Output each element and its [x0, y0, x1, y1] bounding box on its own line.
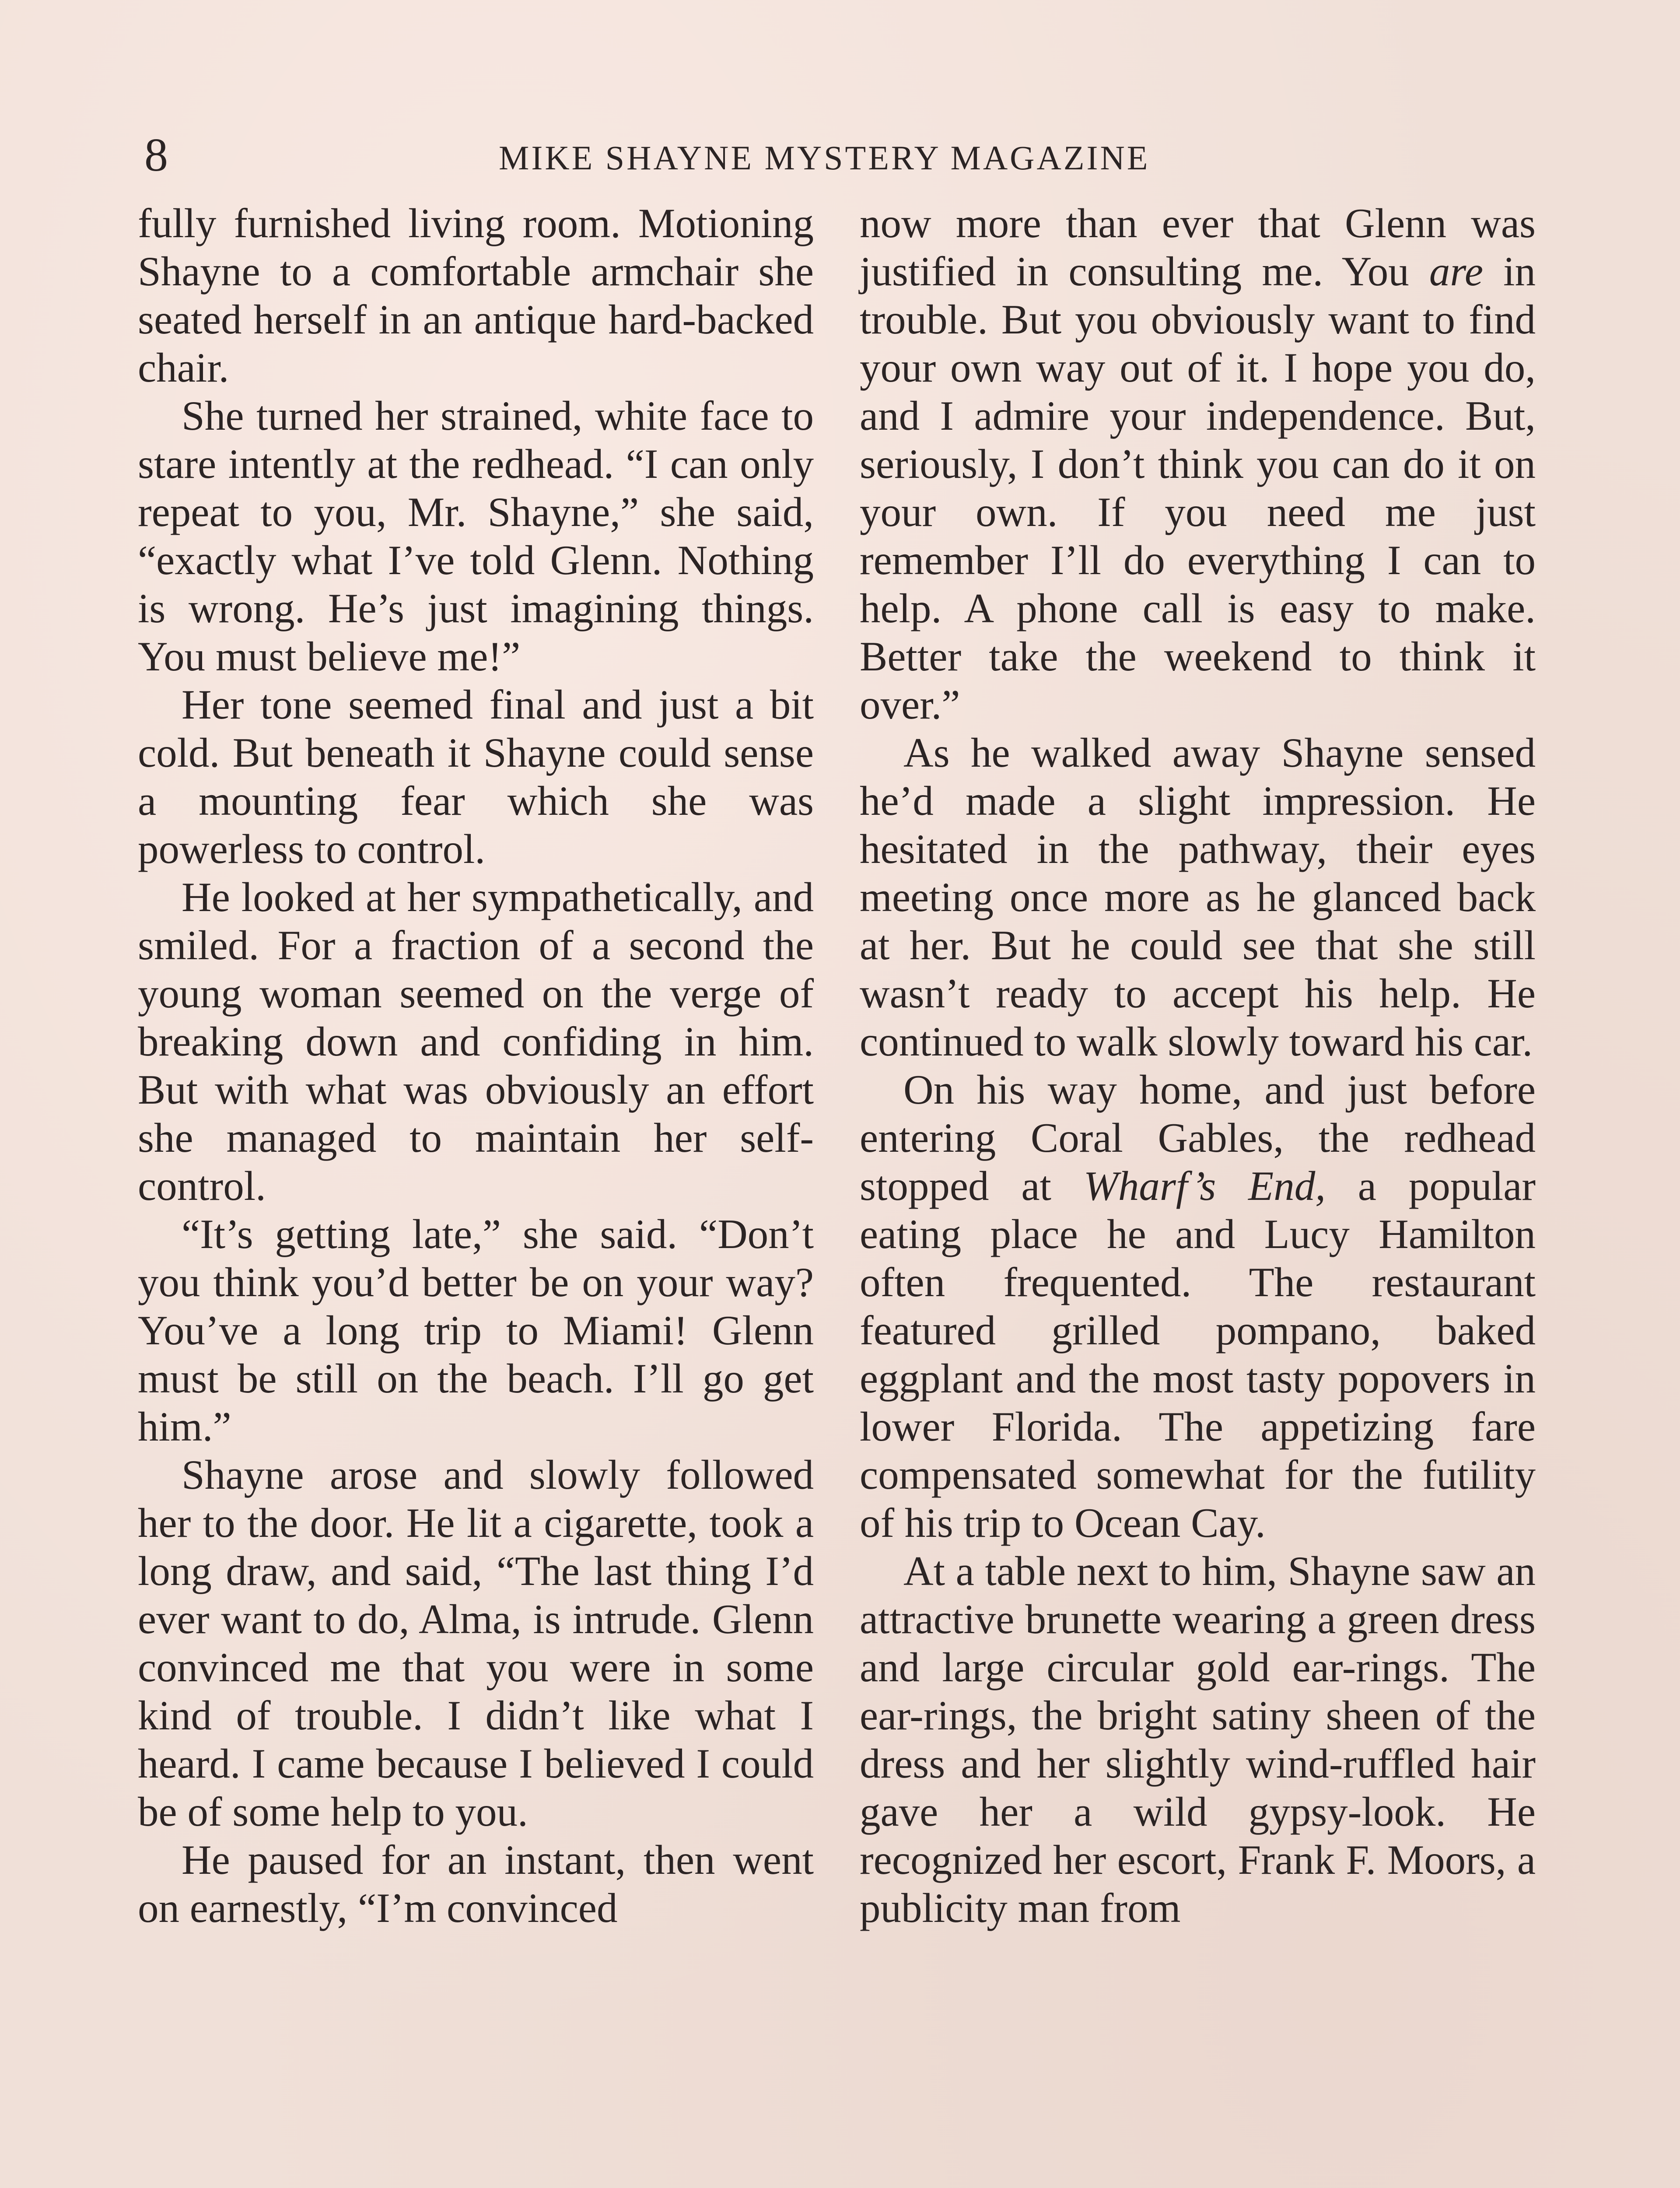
emphasis: Wharf’s End,	[1083, 1163, 1326, 1209]
running-title: MIKE SHAYNE MYSTERY MAGAZINE	[499, 139, 1150, 177]
right-column	[860, 199, 1536, 1932]
paragraph: He paused for an instant, then went on earnestly, “I’m convinced	[138, 1837, 814, 1931]
paragraph: At a table next to him, Shayne saw an attractive brunette wearing a green dress and large circular gold ear-rings. The ear-rings, the bright satiny sheen of the dress and her slightly wind-ruffled hair gave her a wild gypsy-look. He recognized her escort, Frank F. Moors, a publicity man from	[860, 1548, 1536, 1931]
paragraph: Her tone seemed final and just a bit cold. But beneath it Shayne could sense a mounting fear which she was powerless to control.	[138, 681, 814, 872]
text-run: now more than ever that Glenn was justified in consulting me. You	[860, 200, 1536, 295]
paragraph: She turned her strained, white face to stare intently at the redhead. “I can only repeat to you, Mr. Shayne,” she said, “exactly what I’ve told Glenn. Nothing is wrong. He’s just imagining things. You must believe me!”	[138, 393, 814, 680]
emphasis: are	[1429, 248, 1483, 295]
text-run: On his way home, and just before entering Coral Gables, the redhead stopped at	[860, 1066, 1536, 1209]
paragraph	[860, 1066, 1536, 1547]
paragraph	[860, 199, 1536, 729]
text-run: in trouble. But you obviously want to find your own way out of it. I hope you do, and I admire your independence. But, seriously, I don’t think you can do it on your own. If you need me just remember I’ll do everything I can to help. A phone call is easy to make. Better take the weekend to think it over.”	[860, 248, 1536, 728]
paragraph: Shayne arose and slowly followed her to the door. He lit a cigarette, took a long draw, and said, “The last thing I’d ever want to do, Alma, is intrude. Glenn convinced me that you were in some kind of trouble. I didn’t like what I heard. I came because I believed I could be of some help to you.	[138, 1452, 814, 1835]
paragraph: He looked at her sympathetically, and smiled. For a fraction of a second the young woman seemed on the verge of breaking down and confiding in him. But with what was obviously an effort she managed to maintain her self-control.	[138, 874, 814, 1209]
text-run: a popular eating place he and Lucy Hamilton often frequented. The restaurant featured grilled pompano, baked eggplant and the most tasty popovers in lower Florida. The appetizing fare compensated somewhat for the futility of his trip to Ocean Cay.	[860, 1163, 1536, 1546]
page-header	[144, 127, 1544, 193]
paragraph: As he walked away Shayne sensed he’d made a slight impression. He hesitated in the pathway, their eyes meeting once more as he glanced back at her. But he could see that she still wasn’t ready to accept his help. He continued to walk slowly toward his car.	[860, 729, 1536, 1065]
page-number: 8	[144, 129, 169, 181]
paragraph: “It’s getting late,” she said. “Don’t you think you’d better be on your way? You’ve a long trip to Miami! Glenn must be still on the beach. I’ll go get him.”	[138, 1211, 814, 1450]
paragraph: fully furnished living room. Motioning Shayne to a comfortable armchair she seated herself in an antique hard-backed chair.	[138, 200, 814, 391]
left-column	[138, 199, 814, 1932]
